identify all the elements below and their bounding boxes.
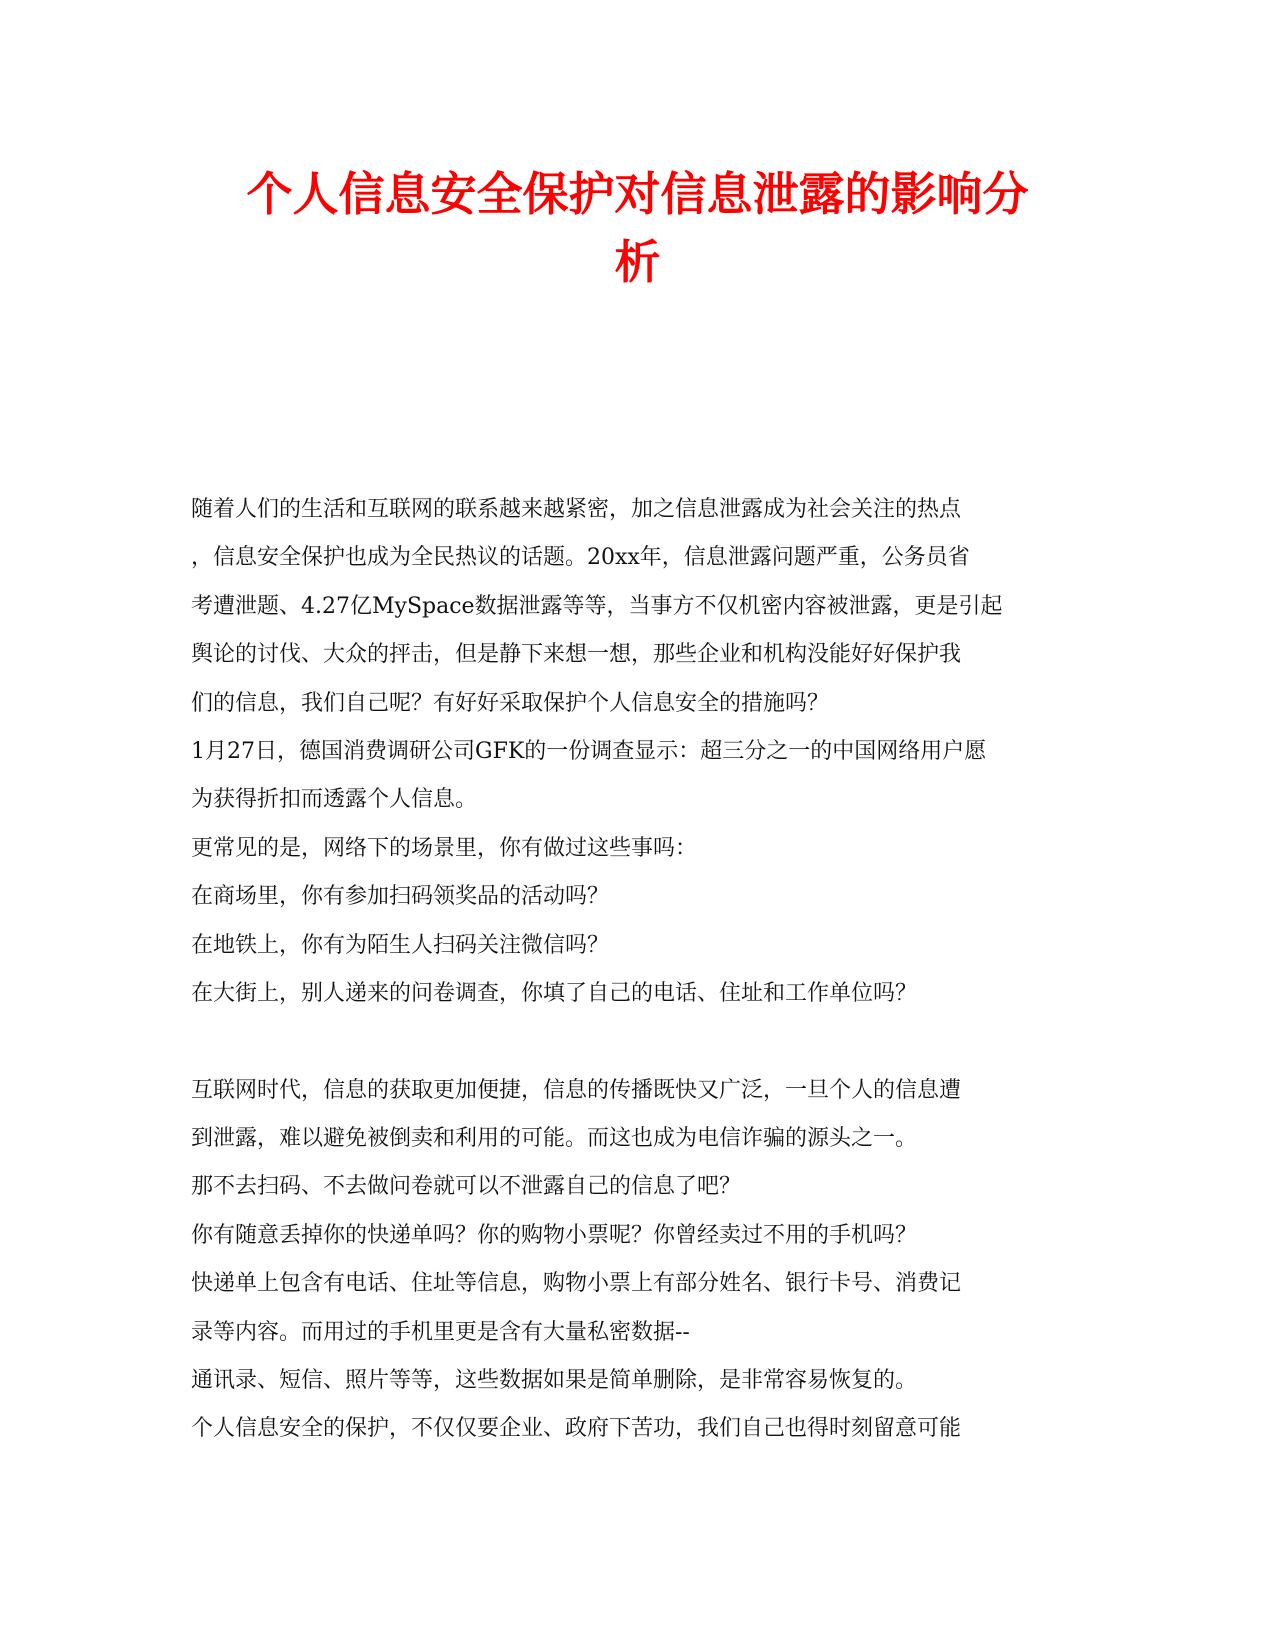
title-line-2: 析 (614, 235, 661, 289)
body-line: 快递单上包含有电话、住址等信息，购物小票上有部分姓名、银行卡号、消费记 (191, 1271, 962, 1297)
body-line: 随着人们的生活和互联网的联系越来越紧密，加之信息泄露成为社会关注的热点 (191, 497, 962, 522)
body-line: 舆论的讨伐、大众的抨击，但是静下来想一想，那些企业和机构没能好好保护我 (191, 642, 962, 668)
body-line: 更常见的是，网络下的场景里，你有做过这些事吗： (191, 835, 698, 861)
paragraph-gap (191, 1018, 1071, 1066)
body-line: 通讯录、短信、照片等等，这些数据如果是简单删除，是非常容易恢复的。 (191, 1368, 918, 1394)
body-line: 到泄露，难以避免被倒卖和利用的可能。而这也成为电信诈骗的源头之一。 (191, 1126, 918, 1152)
body-line: 考遭泄题、4.27亿MySpace数据泄露等等，当事方不仅机密内容被泄露，更是引起 (191, 593, 1003, 619)
body-line: 在商场里，你有参加扫码领奖品的活动吗？ (191, 884, 610, 910)
document-body (191, 486, 1071, 1454)
body-line: 在地铁上，你有为陌生人扫码关注微信吗？ (191, 932, 610, 958)
document-title (150, 160, 1125, 296)
body-line: 那不去扫码、不去做问卷就可以不泄露自己的信息了吧？ (191, 1174, 742, 1200)
body-line: 你有随意丢掉你的快递单吗？你的购物小票呢？你曾经卖过不用的手机吗？ (191, 1222, 918, 1248)
body-line: 们的信息，我们自己呢？有好好采取保护个人信息安全的措施吗？ (191, 690, 830, 716)
body-line: 录等内容。而用过的手机里更是含有大量私密数据-- (191, 1319, 690, 1345)
body-line: 为获得折扣而透露个人信息。 (191, 787, 478, 813)
title-line-1: 个人信息安全保护对信息泄露的影响分 (246, 167, 1029, 221)
body-line: 1月27日，德国消费调研公司GFK的一份调查显示：超三分之一的中国网络用户愿 (191, 738, 987, 764)
body-line: ，信息安全保护也成为全民热议的话题。20xx年，信息泄露问题严重，公务员省 (191, 545, 970, 571)
body-line: 互联网时代，信息的获取更加便捷，信息的传播既快又广泛，一旦个人的信息遭 (191, 1077, 962, 1103)
body-line: 个人信息安全的保护，不仅仅要企业、政府下苦功，我们自己也得时刻留意可能 (191, 1416, 962, 1442)
body-line: 在大街上，别人递来的问卷调查，你填了自己的电话、住址和工作单位吗？ (191, 980, 918, 1006)
